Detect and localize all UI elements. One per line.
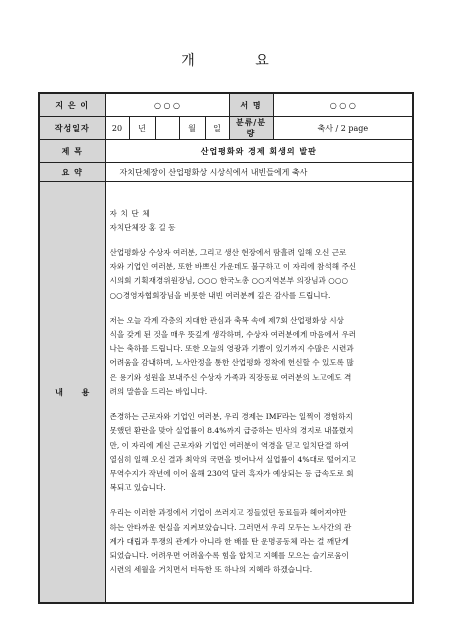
date-day-unit: 일 xyxy=(205,117,229,140)
writer-value: ○ ○ ○ xyxy=(105,93,229,117)
date-month-unit: 월 xyxy=(179,117,205,140)
subject-value: 산업평화와 경제 회생의 발판 xyxy=(105,140,413,163)
content-label: 내 용 xyxy=(39,182,105,604)
page-title: 개 요 xyxy=(181,53,297,69)
paragraph-line: 만, 이 자리에 계신 근로자와 기업인 여러분이 역경을 딛고 일치단결 하여 xyxy=(109,440,349,450)
paragraph-line: 시련의 세월을 거치면서 터득한 또 하나의 지혜라 하겠습니다. xyxy=(109,565,313,575)
paragraph-line: 무역수지가 작년에 이어 올해 230억 달러 흑자가 예상되는 등 급속도로 회 xyxy=(109,468,354,478)
category-label: 분류/분량 xyxy=(229,117,273,140)
paragraph-line: 어려움을 감내하며, 노사안정을 통한 산업평화 정착에 헌신할 수 있도록 많 xyxy=(109,358,354,368)
speaker-name: 자치단체장 홍 길 동 xyxy=(109,222,176,232)
category-value: 축사 / 2 page xyxy=(273,117,413,140)
subject-label: 제 목 xyxy=(39,140,105,163)
paragraph-line: 복되고 있습니다. xyxy=(109,483,166,493)
paragraph-line: 시의회 기획재경위원장님, ○○○ 한국노총 ○○지역본부 의장님과 ○○○ xyxy=(109,276,349,286)
paragraph-3 xyxy=(110,410,409,495)
signature-label: 서 명 xyxy=(229,93,273,117)
paragraph-line: 못했던 환란을 맞아 실업률이 8.4%까지 급증하는 빈사의 경지로 내몰렸지 xyxy=(109,426,354,436)
content-row xyxy=(39,182,413,604)
paragraph-line: 은 용기와 성원을 보내주신 수상자 가족과 직장동료 여러분의 노고에도 격 xyxy=(109,372,352,382)
paragraph-4 xyxy=(110,506,409,577)
content-body xyxy=(105,182,413,604)
paragraph-line: 려의 말씀을 드리는 바입니다. xyxy=(109,386,208,396)
paragraph-2 xyxy=(110,314,409,399)
paragraph-line: 자와 기업인 여러분, 또한 바쁘신 가운데도 불구하고 이 자리에 참석해 주신 xyxy=(109,262,357,272)
date-year-value: 20 xyxy=(105,117,129,140)
subject-row xyxy=(39,140,413,163)
summary-label: 요 약 xyxy=(39,163,105,182)
paragraph-line: 산업평화상 수상자 여러분, 그리고 생산 현장에서 땀흘려 일해 오신 근로 xyxy=(109,248,347,258)
summary-value: 자치단체장이 산업평화상 시상식에서 내빈들에게 축사 xyxy=(105,163,413,182)
paragraph-line: 열심히 일해 오신 결과 최악의 국면을 벗어나서 실업률이 4%대로 떨어지고 xyxy=(109,454,356,464)
paragraph-line: 식을 갖게 된 것을 매우 뜻깊게 생각하며, 수상자 여러분에게 마음에서 우러 xyxy=(109,330,357,340)
paragraph-line: 우리는 이러한 과정에서 기업이 쓰러지고 정들었던 동료들과 헤어져야만 xyxy=(109,508,347,518)
date-year-unit: 년 xyxy=(129,117,155,140)
date-month-value xyxy=(155,117,179,140)
date-label: 작성일자 xyxy=(39,117,105,140)
paragraph-line: ○○경영자협회장님을 비롯한 내빈 여러분께 깊은 감사를 드립니다. xyxy=(109,290,331,300)
report-form xyxy=(38,92,414,604)
paragraph-line: 하는 안타까운 현실을 지켜보았습니다. 그러면서 우리 모두는 노사간의 관 xyxy=(109,522,352,532)
date-row xyxy=(39,117,413,140)
signature-value: ○ ○ ○ xyxy=(273,93,413,117)
speaker-org: 자 치 단 체 xyxy=(109,208,151,218)
writer-label: 지 은 이 xyxy=(39,93,105,117)
paragraph-line: 되었습니다. 어려우면 어려울수록 힘을 합치고 지혜를 모으는 슬기로움이 xyxy=(109,550,349,560)
paragraph-line: 나는 축하를 드립니다. 또한 오늘의 영광과 기쁨이 있기까지 수많은 시련과 xyxy=(109,344,354,354)
paragraph-line: 계가 대립과 투쟁의 관계가 아니라 한 배를 탄 운명공동체 라는 걸 깨닫게 xyxy=(109,536,349,546)
summary-row xyxy=(39,163,413,182)
paragraph-line: 저는 오늘 각계 각층의 지대한 관심과 축복 속에 제7회 산업평화상 시상 xyxy=(109,315,344,325)
paragraph-1 xyxy=(110,246,409,303)
paragraph-line: 존경하는 근로자와 기업인 여러분, 우리 경제는 IMF라는 일찍이 경험하지 xyxy=(109,412,353,422)
writer-row xyxy=(39,93,413,117)
